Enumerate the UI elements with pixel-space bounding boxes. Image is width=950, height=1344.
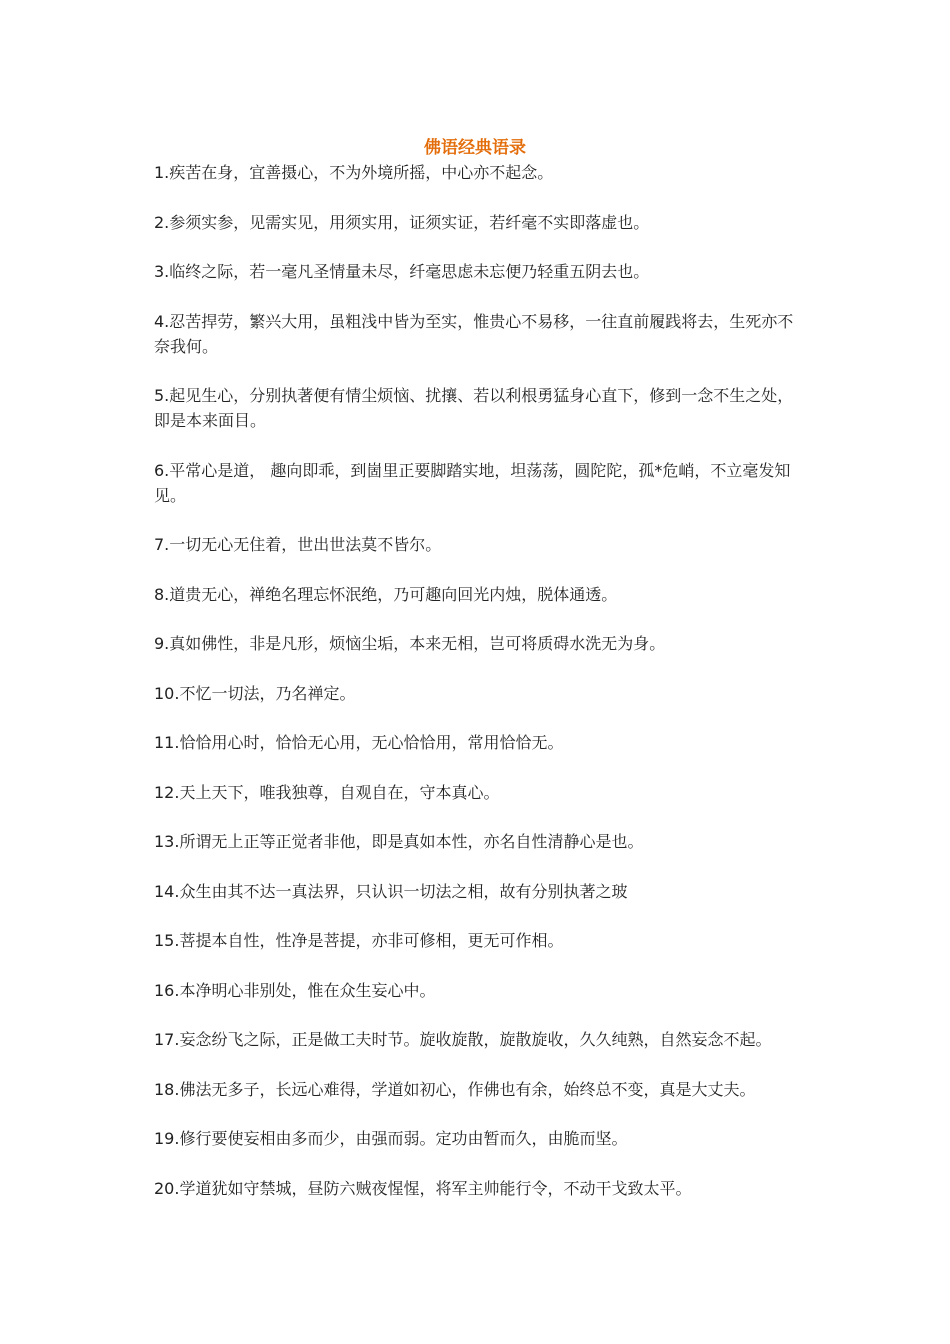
page-title: 佛语经典语录 — [424, 138, 526, 158]
list-item: 6.平常心是道， 趣向即乖，到崮里正要脚踏实地，坦荡荡，圆陀陀，孤*危峭，不立毫发知见。 — [154, 460, 791, 505]
list-item: 16.本净明心非别处，惟在众生妄心中。 — [154, 980, 436, 1000]
list-item: 7.一切无心无住着，世出世法莫不皆尔。 — [154, 535, 442, 554]
list-item: 13.所谓无上正等正觉者非他，即是真如本性，亦名自性清静心是也。 — [154, 832, 644, 851]
list-item: 19.修行要使妄相由多而少，由强而弱。定功由暂而久，由脆而坚。 — [154, 1129, 628, 1148]
list-item: 10.不忆一切法，乃名禅定。 — [154, 683, 356, 703]
list-item: 20.学道犹如守禁城，昼防六贼夜惺惺，将军主帅能行令，不动干戈致太平。 — [154, 1178, 692, 1198]
quote-list — [154, 160, 802, 1225]
list-item: 3.临终之际，若一毫凡圣情量未尽，纤毫思虑未忘便乃轻重五阴去也。 — [154, 262, 650, 281]
list-item: 8.道贵无心，禅绝名理忘怀泯绝，乃可趣向回光内烛，脱体通透。 — [154, 584, 618, 604]
list-item: 5.起见生心，分别执著便有情尘烦恼、扰攘、若以利根勇猛身心直下，修到一念不生之处，即是本来面目。 — [154, 386, 794, 430]
list-item: 12.天上天下，唯我独尊，自观自在，守本真心。 — [154, 782, 500, 802]
list-item: 2.参须实参，见需实见，用须实用，证须实证，若纤毫不实即落虚也。 — [154, 212, 650, 232]
list-item: 11.恰恰用心时，恰恰无心用，无心恰恰用，常用恰恰无。 — [154, 733, 564, 752]
list-item: 17.妄念纷飞之际，正是做工夫时节。旋收旋散，旋散旋收，久久纯熟，自然妄念不起。 — [154, 1030, 772, 1049]
list-item: 4.忍苦捍劳，繁兴大用，虽粗浅中皆为至实，惟贵心不易移，一往直前履践将去，生死亦不奈我何。 — [154, 311, 794, 356]
list-item: 15.菩提本自性，性净是菩提，亦非可修相，更无可作相。 — [154, 931, 564, 950]
list-item: 9.真如佛性，非是凡形，烦恼尘垢，本来无相，岂可将质碍水洗无为身。 — [154, 634, 666, 653]
list-item: 14.众生由其不达一真法界，只认识一切法之相，故有分别执著之玻 — [154, 881, 628, 901]
list-item: 1.疾苦在身，宜善摄心，不为外境所摇，中心亦不起念。 — [154, 163, 554, 182]
list-item: 18.佛法无多子，长远心难得，学道如初心，作佛也有余，始终总不变，真是大丈夫。 — [154, 1079, 756, 1099]
